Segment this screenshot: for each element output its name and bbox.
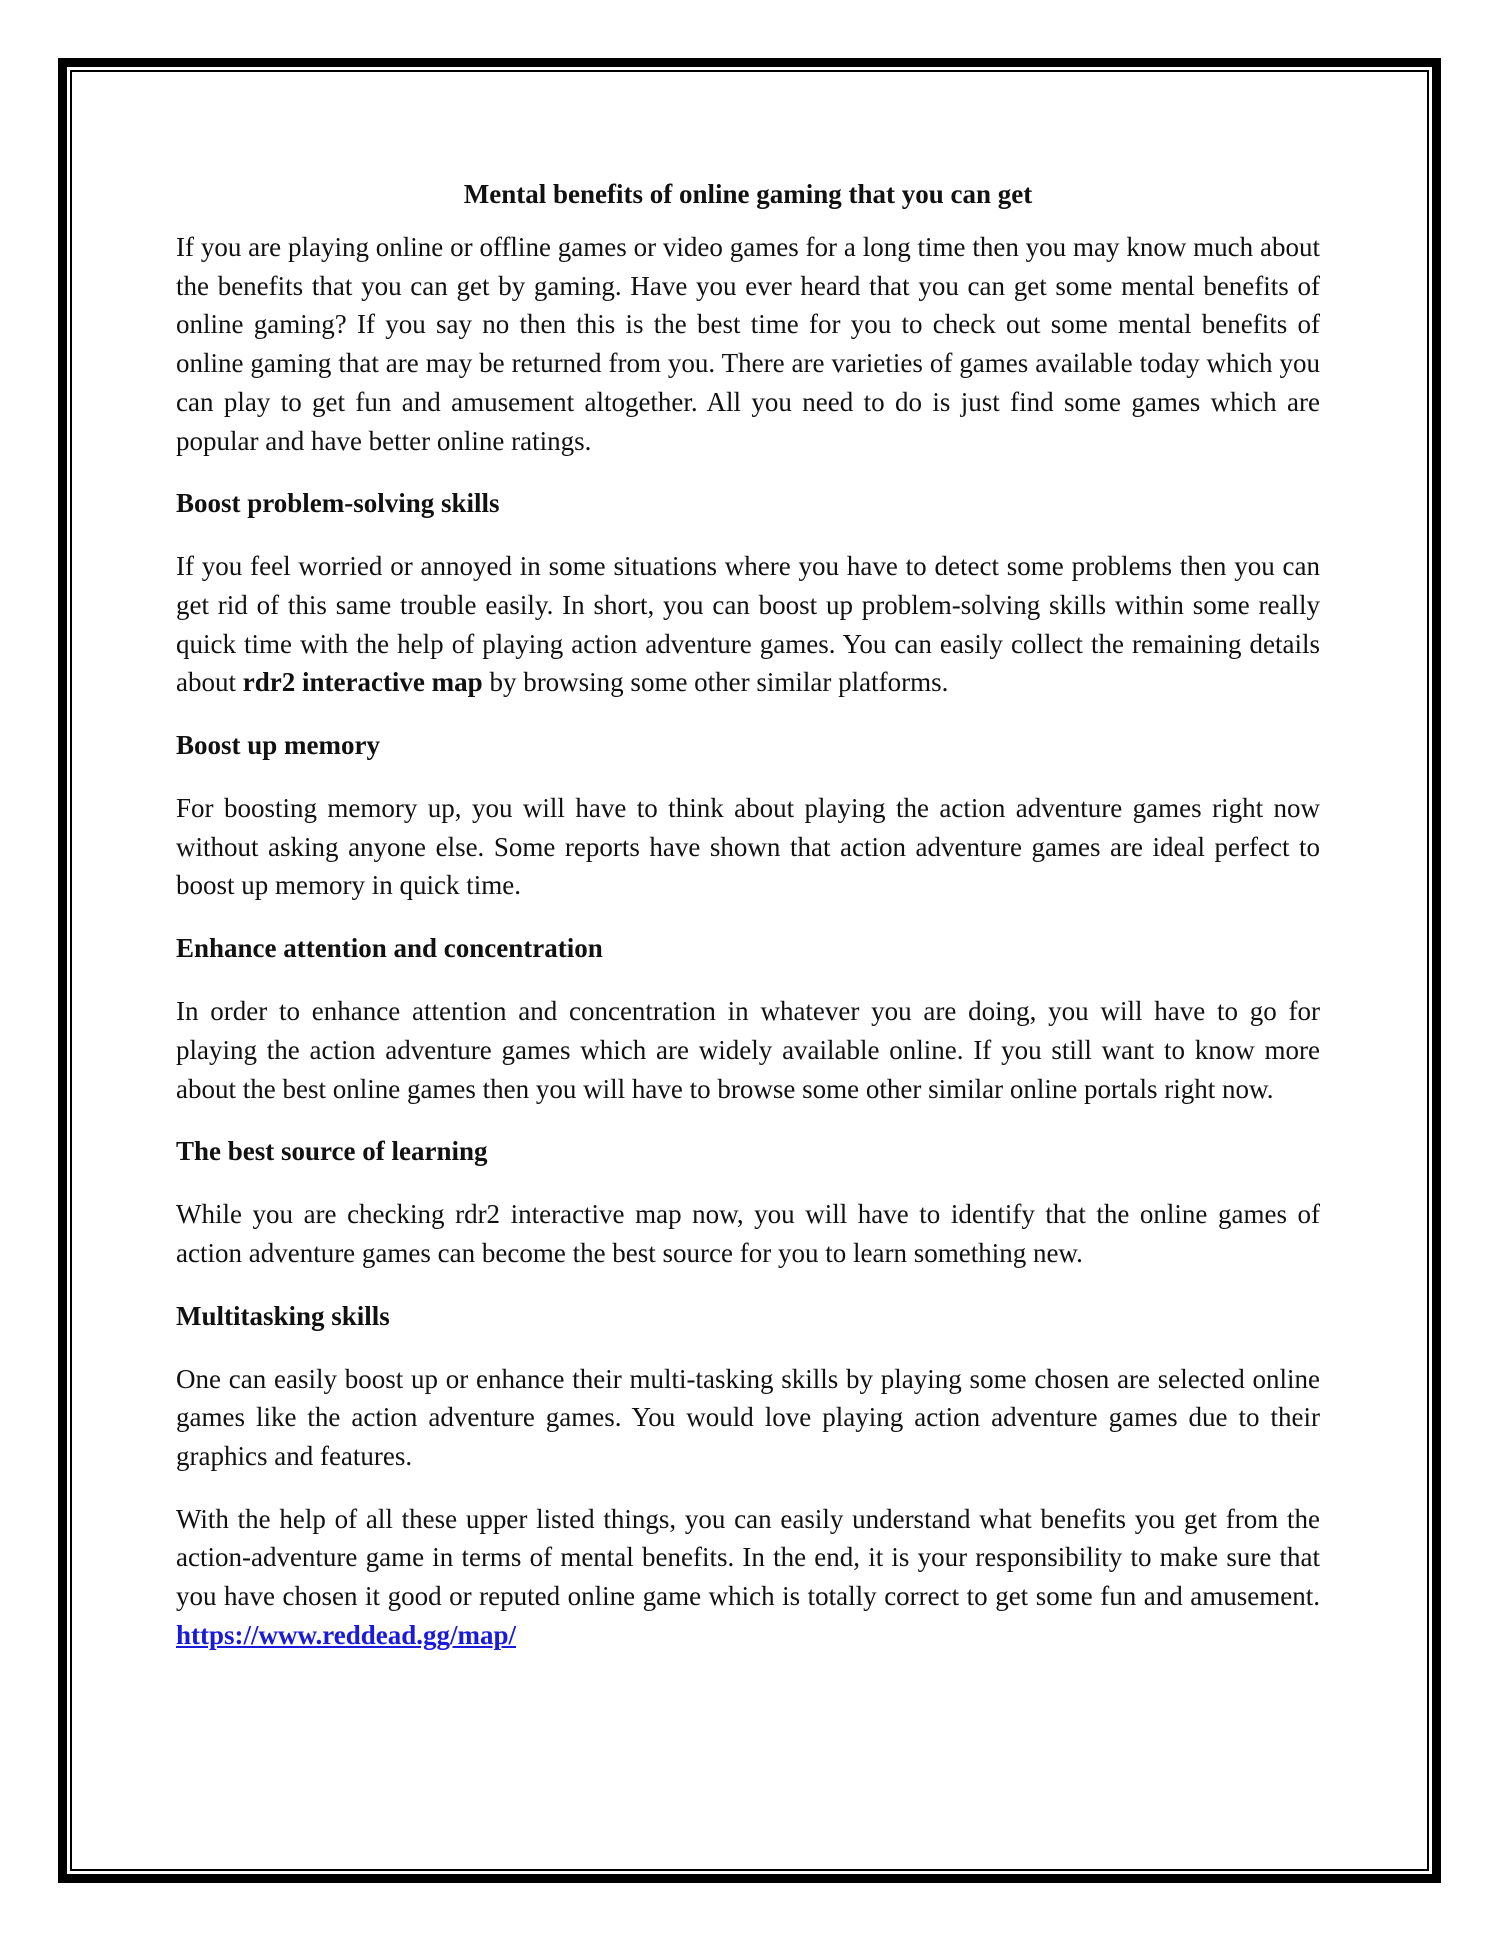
- section-body-attention: In order to enhance attention and concentration in whatever you are doing, you will have to go for playing the action adventure games which are widely available online. If you still want to know more about the best online games then you will have to browse some other similar online portals right now.: [176, 996, 1320, 1104]
- reddead-map-link[interactable]: https://www.reddead.gg/map/: [176, 1619, 517, 1650]
- section-heading-problem-solving: Boost problem-solving skills: [176, 488, 500, 519]
- section-heading-memory: Boost up memory: [176, 730, 380, 761]
- section-body-memory: For boosting memory up, you will have to think about playing the action adventure games right now without asking anyone else. Some reports have shown that action adventure games are ideal perfect to boost up memory in quick time.: [176, 793, 1320, 901]
- section-body-learning: While you are checking rdr2 interactive map now, you will have to identify that the online games of action adventure games can become the best source for you to learn something new.: [176, 1199, 1320, 1268]
- section-body-multitasking: One can easily boost up or enhance their multi-tasking skills by playing some chosen are selected online games like the action adventure games. You would love playing action adventure games due to their graphics and features.: [176, 1363, 1320, 1472]
- section-heading-learning: The best source of learning: [176, 1136, 488, 1167]
- body-text-before: If you feel worried or annoyed in some situations where you have to detect some problems then you can get rid of this same trouble easily. In short, you can boost up problem-solving skills within some really quick time with the help of playing action adventure games. You can easily collect the remaining details about: [176, 551, 1320, 698]
- intro-paragraph: If you are playing online or offline games or video games for a long time then you may know much about the benefits that you can get by gaming. Have you ever heard that you can get some mental benefits of online gaming? If you say no then this is the best time for you to check out some mental benefits of online gaming that are may be returned from you. There are varieties of games available today which you can play to get fun and amusement altogether. All you need to do is just find some games which are popular and have better online ratings.: [176, 232, 1320, 456]
- bold-keyword-rdr2-map: rdr2 interactive map: [242, 667, 483, 698]
- section-heading-attention: Enhance attention and concentration: [176, 933, 603, 964]
- document-title: Mental benefits of online gaming that you can get: [463, 179, 1033, 209]
- document-body: [176, 175, 1320, 1679]
- section-heading-multitasking: Multitasking skills: [176, 1300, 390, 1331]
- section-body-problem-solving: [176, 547, 1320, 702]
- body-text-after: by browsing some other similar platforms.: [482, 667, 949, 698]
- conclusion-paragraph: [176, 1500, 1320, 1655]
- conclusion-text: With the help of all these upper listed things, you can easily understand what benefits you get from the action-adventure game in terms of mental benefits. In the end, it is your responsibility to make sure that you have chosen it good or reputed online game which is totally correct to get some fun and amusement.: [176, 1503, 1320, 1612]
